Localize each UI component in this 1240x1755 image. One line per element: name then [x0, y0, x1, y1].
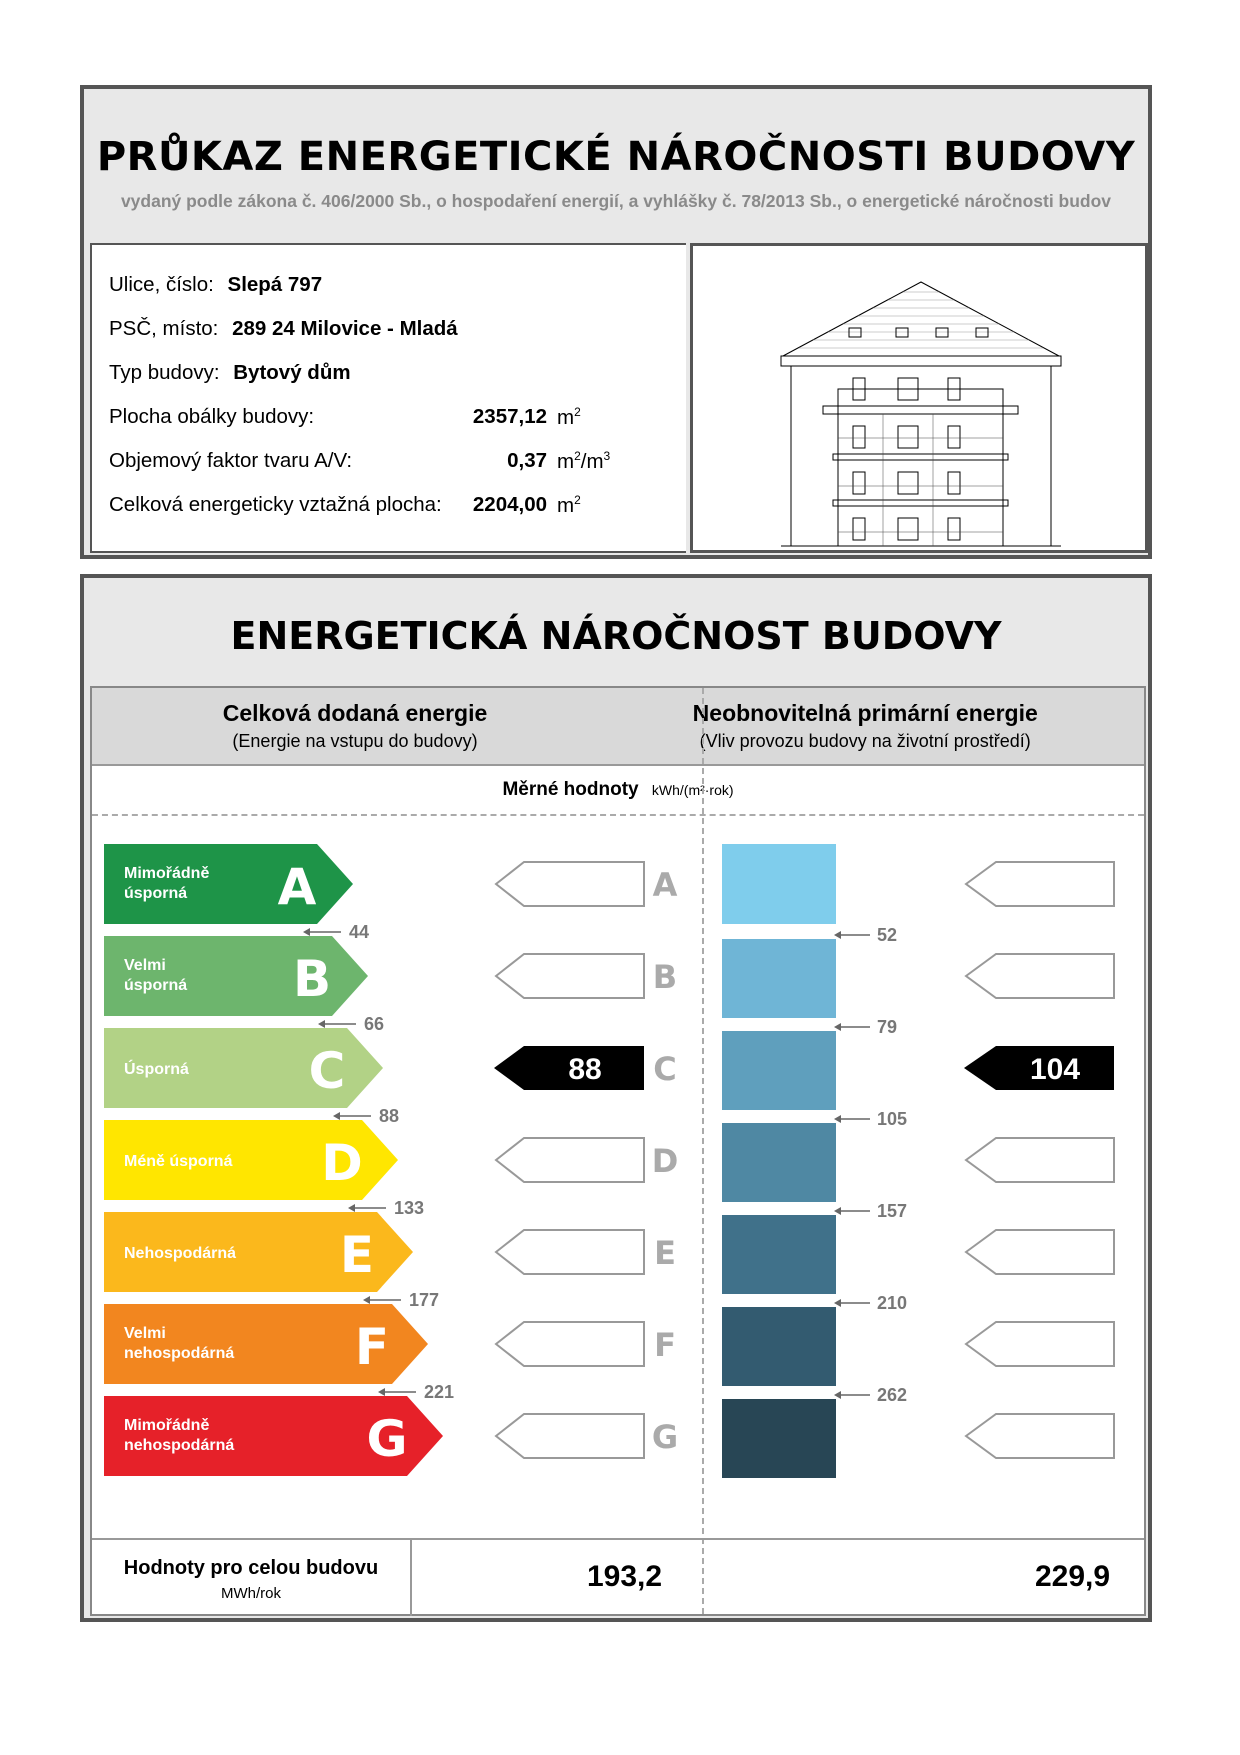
- whole-building-primary-value: 229,9: [1035, 1560, 1111, 1593]
- class-b-label: Velmi: [124, 957, 166, 974]
- delivered-threshold-arrowhead: [303, 928, 310, 936]
- right-heading: Neobnovitelná primární energie: [692, 700, 1038, 726]
- energy-table: [90, 686, 1146, 1616]
- delivered-class-letter-g: G: [651, 1418, 679, 1456]
- area-label: Celková energeticky vztažná plocha:: [109, 493, 442, 516]
- energy-title: ENERGETICKÁ NÁROČNOST BUDOVY: [230, 614, 1002, 658]
- delivered-class-letter-c: C: [653, 1050, 677, 1088]
- primary-energy-value: 104: [1029, 1053, 1081, 1086]
- delivered-threshold-value: 221: [424, 1382, 455, 1402]
- delivered-threshold-value: 177: [409, 1290, 440, 1310]
- class-c-label: Úsporná: [124, 1061, 189, 1078]
- delivered-threshold-arrowhead: [348, 1204, 355, 1212]
- delivered-class-letter-e: E: [654, 1234, 676, 1272]
- street-value: Slepá 797: [227, 273, 323, 296]
- certificate-title: PRŮKAZ ENERGETICKÉ NÁROČNOSTI BUDOVY: [96, 134, 1136, 180]
- delivered-energy-empty-arrow: [496, 862, 644, 906]
- primary-energy-scale-block: [722, 1123, 836, 1202]
- av-unit: $m^2/m^3$: [557, 449, 611, 473]
- right-subheading: (Vliv provozu budovy na životní prostředí): [699, 731, 1031, 751]
- delivered-energy-value: 88: [568, 1053, 602, 1086]
- primary-energy-scale-block: [722, 1215, 836, 1294]
- building-info-box: [90, 243, 686, 553]
- primary-threshold-value: 52: [877, 925, 898, 945]
- primary-threshold-arrowhead: [834, 1299, 841, 1307]
- delivered-class-letter-b: B: [652, 958, 678, 996]
- class-f-label-line2: nehospodárná: [124, 1345, 235, 1362]
- class-f-letter: F: [354, 1318, 390, 1376]
- class-g-letter: G: [366, 1410, 408, 1468]
- class-g-label: Mimořádně: [124, 1417, 210, 1434]
- primary-threshold-arrowhead: [834, 1023, 841, 1031]
- left-column-header: [92, 700, 618, 752]
- envelope-value: 2357,12: [472, 405, 547, 428]
- primary-threshold-arrowhead: [834, 1391, 841, 1399]
- primary-energy-scale-block: [722, 1031, 836, 1110]
- building-drawing-box: [690, 243, 1148, 553]
- primary-energy-empty-arrow: [966, 1414, 1114, 1458]
- primary-energy-scale-block: [722, 1399, 836, 1478]
- class-a-label: Mimořádně: [124, 865, 210, 882]
- primary-energy-empty-arrow: [966, 862, 1114, 906]
- street-label: Ulice, číslo:: [109, 273, 214, 296]
- delivered-threshold-arrowhead: [333, 1112, 340, 1120]
- right-column-header: [618, 700, 1112, 752]
- energy-table-header: [92, 688, 1144, 766]
- certificate-subtitle: vydaný podle zákona č. 406/2000 Sb., o hospodaření energií, a vyhlášky č. 78/2013 Sb., o energetické náročnosti budov: [120, 191, 1112, 211]
- class-e-letter: E: [339, 1226, 375, 1284]
- delivered-threshold-value: 44: [349, 922, 370, 942]
- primary-energy-scale-block: [722, 939, 836, 1018]
- primary-threshold-value: 210: [877, 1293, 908, 1313]
- primary-threshold-value: 157: [877, 1201, 908, 1221]
- class-a-label-line2: úsporná: [124, 885, 188, 902]
- class-a-letter: A: [277, 858, 317, 916]
- delivered-energy-empty-arrow: [496, 1414, 644, 1458]
- primary-energy-empty-arrow: [966, 954, 1114, 998]
- specific-values-unit: kWh/(m²·rok): [651, 782, 734, 798]
- class-c-letter: C: [308, 1042, 346, 1100]
- delivered-energy-empty-arrow: [496, 1322, 644, 1366]
- primary-energy-scale-block: [722, 844, 836, 924]
- primary-threshold-value: 262: [877, 1385, 908, 1405]
- primary-threshold-arrowhead: [834, 1207, 841, 1215]
- delivered-class-letter-a: A: [652, 866, 678, 904]
- av-value: 0,37: [507, 449, 547, 472]
- primary-energy-empty-arrow: [966, 1322, 1114, 1366]
- area-value: 2204,00: [472, 493, 547, 516]
- street-row: [109, 273, 322, 297]
- class-b-label-line2: úsporná: [124, 977, 188, 994]
- city-label: PSČ, místo:: [109, 317, 219, 340]
- specific-values-label: Měrné hodnoty: [502, 779, 639, 800]
- primary-threshold-value: 105: [877, 1109, 908, 1129]
- primary-energy-empty-arrow: [966, 1230, 1114, 1274]
- class-e-label: Nehospodárná: [124, 1245, 237, 1262]
- delivered-energy-empty-arrow: [496, 954, 644, 998]
- envelope-label: Plocha obálky budovy:: [109, 405, 315, 428]
- delivered-threshold-value: 133: [394, 1198, 425, 1218]
- delivered-threshold-arrowhead: [363, 1296, 370, 1304]
- whole-building-delivered-value: 193,2: [587, 1560, 663, 1593]
- class-d-letter: D: [321, 1134, 363, 1192]
- certificate-header-panel: [80, 85, 1152, 559]
- delivered-threshold-value: 66: [364, 1014, 385, 1034]
- city-value: 289 24 Milovice - Mladá: [232, 317, 458, 340]
- left-subheading: (Energie na vstupu do budovy): [232, 731, 478, 751]
- delivered-class-letter-d: D: [651, 1142, 679, 1180]
- delivered-threshold-arrowhead: [378, 1388, 385, 1396]
- primary-energy-scale-block: [722, 1307, 836, 1386]
- primary-threshold-arrowhead: [834, 931, 841, 939]
- building-elevation-drawing: [693, 246, 1145, 550]
- energy-performance-panel: [80, 574, 1152, 1622]
- primary-threshold-value: 79: [877, 1017, 898, 1037]
- energy-scale-graphic: [92, 816, 1144, 1536]
- delivered-threshold-arrowhead: [318, 1020, 325, 1028]
- whole-building-unit: MWh/rok: [221, 1585, 281, 1602]
- whole-building-label: Hodnoty pro celou budovu: [123, 1557, 379, 1579]
- area-unit: $m^2$: [557, 493, 581, 517]
- whole-building-row: [92, 1538, 1144, 1616]
- class-d-label: Méně úsporná: [124, 1153, 233, 1170]
- delivered-threshold-value: 88: [379, 1106, 400, 1126]
- primary-threshold-arrowhead: [834, 1115, 841, 1123]
- primary-energy-empty-arrow: [966, 1138, 1114, 1182]
- class-f-label: Velmi: [124, 1325, 166, 1342]
- delivered-class-letter-f: F: [654, 1326, 676, 1364]
- delivered-energy-empty-arrow: [496, 1138, 644, 1182]
- whole-building-label-cell: [92, 1540, 412, 1616]
- type-row: [109, 361, 351, 385]
- av-label: Objemový faktor tvaru A/V:: [109, 449, 353, 472]
- class-b-letter: B: [292, 950, 332, 1008]
- type-label: Typ budovy:: [109, 361, 220, 384]
- class-g-label-line2: nehospodárná: [124, 1437, 235, 1454]
- left-heading: Celková dodaná energie: [222, 700, 488, 726]
- city-row: [109, 317, 458, 341]
- delivered-energy-empty-arrow: [496, 1230, 644, 1274]
- specific-values-row: [92, 766, 1144, 816]
- envelope-unit: $m^2$: [557, 405, 581, 429]
- type-value: Bytový dům: [233, 361, 351, 384]
